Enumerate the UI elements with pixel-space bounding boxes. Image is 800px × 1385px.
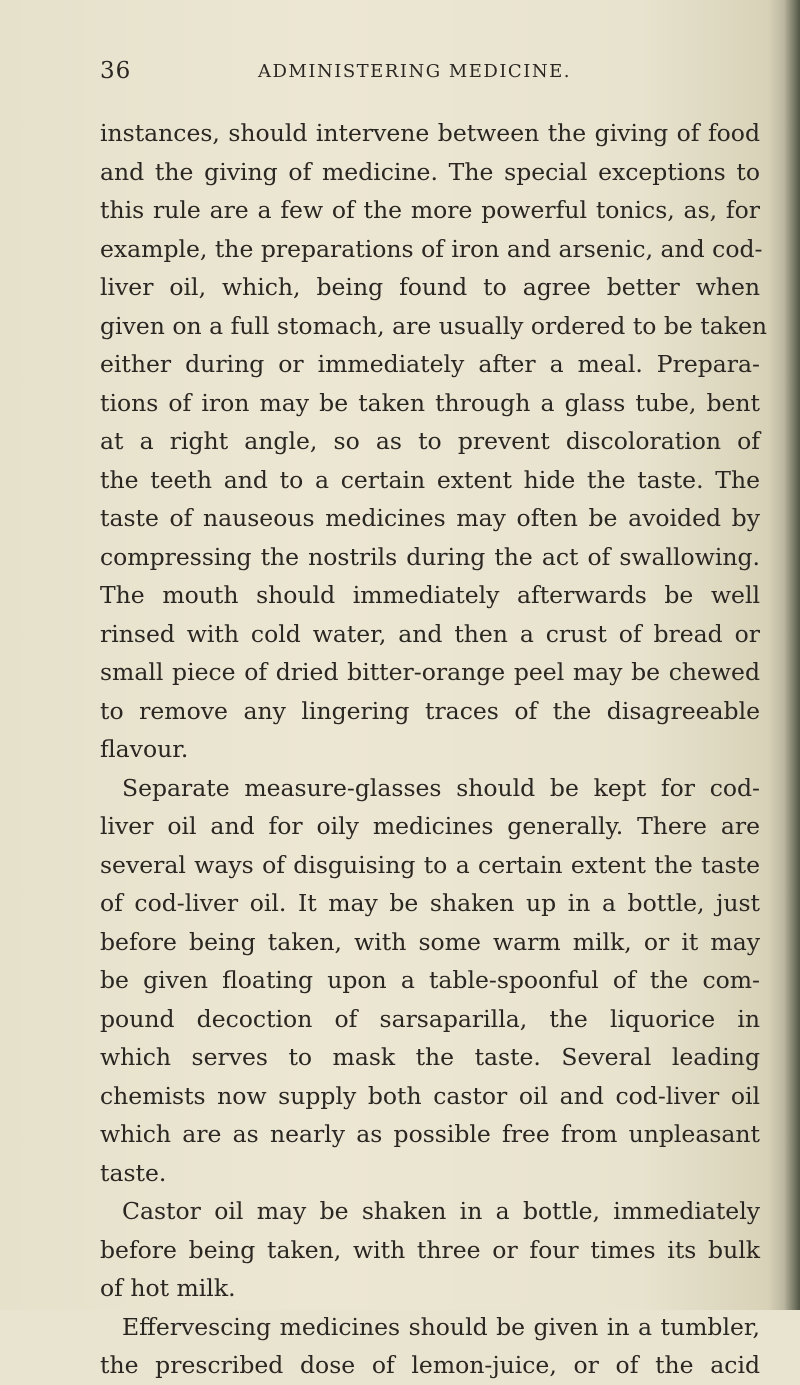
text-line: instances, should intervene between the giving of food: [100, 119, 760, 147]
body-text: [100, 114, 768, 1385]
text-line: several ways of disguising to a certain extent the taste: [100, 850, 760, 879]
text-line: tions of iron may be taken through a glass tube, bent: [100, 388, 760, 417]
text-line: liver oil, which, being found to agree better when: [100, 273, 760, 301]
text-line: this rule are a few of the more powerful tonics, as, for: [100, 196, 760, 224]
text-line: which are as nearly as possible free from unpleasant: [100, 1120, 760, 1148]
text-line: of hot milk.: [100, 1274, 236, 1302]
text-line: the teeth and to a certain extent hide the taste. The: [100, 465, 760, 494]
text-line: small piece of dried bitter-orange peel may be chewed: [100, 658, 760, 686]
text-line: to remove any lingering traces of the disagreeable: [100, 696, 760, 725]
text-line: at a right angle, so as to prevent discoloration of: [100, 427, 760, 455]
text-line: chemists now supply both castor oil and cod-liver oil: [100, 1081, 760, 1110]
text-line: before being taken, with three or four times its bulk: [100, 1235, 760, 1264]
text-line: liver oil and for oily medicines generally. There are: [100, 812, 760, 840]
text-line: Castor oil may be shaken in a bottle, immediately: [122, 1197, 760, 1225]
text-line: Effervescing medicines should be given in a tumbler,: [122, 1312, 760, 1341]
text-line: before being taken, with some warm milk, or it may: [100, 927, 760, 956]
text-line: pound decoction of sarsaparilla, the liquorice in: [100, 1004, 760, 1033]
text-line: example, the preparations of iron and arsenic, and cod-: [100, 234, 763, 263]
text-line: Separate measure-glasses should be kept for cod-: [122, 773, 760, 802]
page-edge-shadow: [784, 0, 800, 1310]
page-header: [100, 58, 740, 88]
text-line: taste.: [100, 1158, 167, 1187]
text-line: compressing the nostrils during the act of swallowing.: [100, 542, 760, 571]
text-line: given on a full stomach, are usually ordered to be taken: [100, 311, 768, 340]
running-head: ADMINISTERING MEDICINE.: [258, 61, 571, 82]
page-number: 36: [100, 58, 132, 84]
text-line: of cod-liver oil. It may be shaken up in a bottle, just: [100, 889, 760, 917]
text-line: The mouth should immediately afterwards be well: [100, 581, 760, 609]
text-line: flavour.: [100, 735, 189, 763]
text-line: and the giving of medicine. The special exceptions to: [100, 157, 760, 186]
text-line: taste of nauseous medicines may often be avoided by: [100, 504, 760, 532]
text-line: the prescribed dose of lemon-juice, or of the acid: [100, 1351, 760, 1379]
text-line: rinsed with cold water, and then a crust of bread or: [100, 619, 760, 648]
text-line: be given floating upon a table-spoonful of the com-: [100, 966, 760, 994]
text-line: either during or immediately after a meal. Prepara-: [100, 350, 760, 378]
text-line: which serves to mask the taste. Several leading: [100, 1043, 760, 1071]
